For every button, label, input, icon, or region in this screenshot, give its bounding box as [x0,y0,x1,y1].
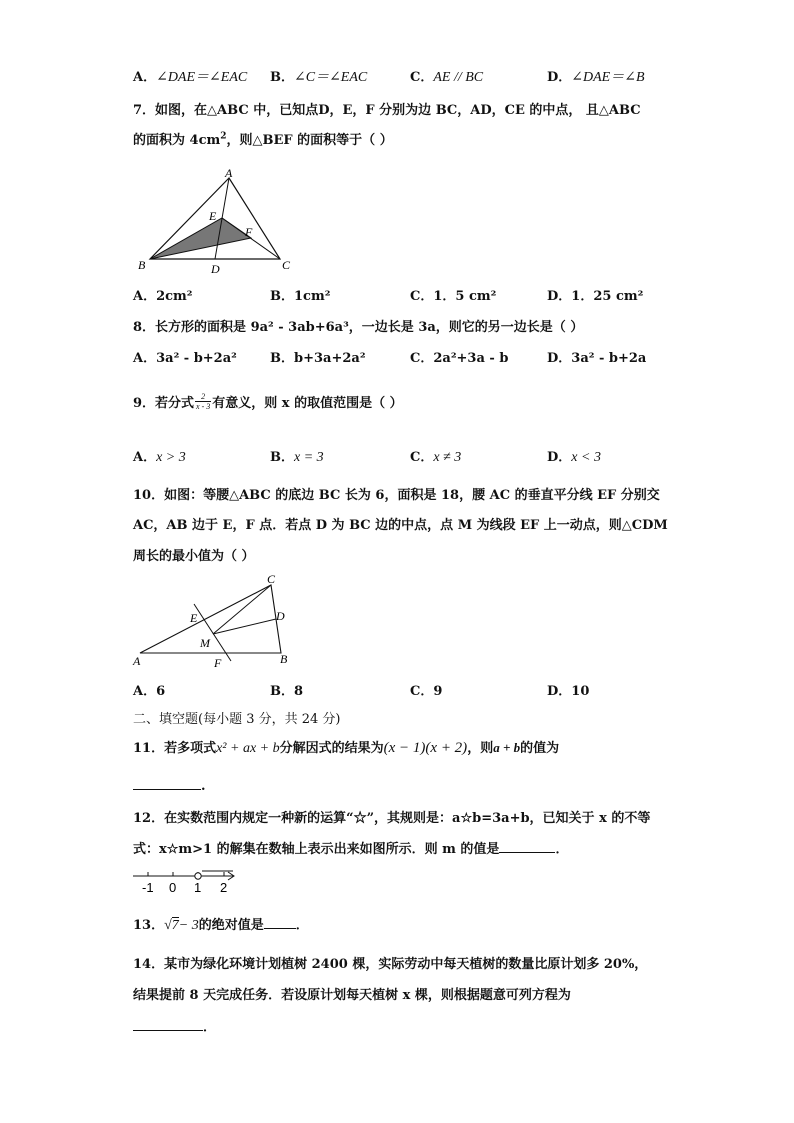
option-letter: D． [547,289,572,304]
q7-option-a[interactable] [133,285,193,304]
option-text: 3a² - b+2a [571,351,647,366]
q7-option-d[interactable] [547,285,643,304]
q14-stem-line2: 结果提前 8 天完成任务．若设原计划每天植树 x 棵，则根据题意可列方程为 [133,988,571,1003]
q12-number-line [130,868,240,898]
label-e: E [190,611,198,625]
fraction-denominator: x - 3 [196,402,211,411]
label-d: D [276,609,285,623]
q10-option-d[interactable] [547,680,589,699]
label-b: B [280,652,288,666]
option-text: ∠DAE＝∠B [571,70,645,85]
q6-option-d[interactable] [547,66,645,86]
option-letter: D． [547,684,572,699]
label-e: E [209,209,217,223]
q9-prefix: 9．若分式 [133,396,195,411]
q13-stem [133,914,309,934]
label-a: A [225,166,233,180]
q12-end: ． [555,842,569,857]
q10-stem-line2: AC，AB 边于 E，F 点．若点 D 为 BC 边的中点，点 M 为线段 EF 上一动点，则△CDM [133,518,668,533]
tick-label: 2 [220,880,228,895]
option-text: x = 3 [294,450,324,465]
tick-label: 0 [169,880,177,895]
option-letter: D． [547,450,572,465]
option-text: AE // BC [433,70,484,85]
q10-triangle-figure [128,570,298,670]
option-letter: B． [270,351,294,366]
q8-option-b[interactable] [270,347,366,366]
option-text: 1．25 cm² [571,289,644,304]
q13-prefix: 13． [133,918,165,933]
q11-answer-blank[interactable] [133,775,201,790]
label-b: B [138,258,146,272]
triangle-abc [140,585,281,653]
label-c: C [282,258,291,272]
q10-option-b[interactable] [270,680,303,699]
section-title: 二、填空题(每小题 3 分，共 24 分) [133,712,341,727]
q6-option-a[interactable] [133,66,247,86]
q8-option-c[interactable] [410,347,508,366]
q11-suffix: 的值为 [520,741,560,756]
q10-option-c[interactable] [410,680,442,699]
option-letter: A． [133,70,157,85]
q7-stem-part: 的面积为 4cm [133,133,221,148]
option-letter: B． [270,450,294,465]
q7-superscript: 2 [220,131,227,142]
option-text: x ≠ 3 [433,450,462,465]
q14-answer-line [133,1016,216,1035]
q13-end: ． [295,918,309,933]
option-letter: B． [270,289,294,304]
option-letter: B． [270,70,294,85]
q11-prefix: 11．若多项式 [133,741,217,756]
q11-end: . [201,779,206,794]
q7-stem-line2 [133,129,393,148]
label-c: C [267,572,276,586]
option-letter: C． [410,684,434,699]
sqrt-icon: √ [164,918,172,933]
q6-option-b[interactable] [270,66,367,86]
q12-stem-line2 [133,838,568,857]
option-letter: B． [270,684,294,699]
option-letter: A． [133,289,157,304]
q10-stem-line1: 10．如图：等腰△ABC 的底边 BC 长为 6，面积是 18，腰 AC 的垂直平分线 EF 分别交 [133,488,660,503]
option-text: x < 3 [571,450,601,465]
q9-option-a[interactable] [133,446,186,466]
label-m: M [200,636,210,650]
q12-line2-text: 式：x☆m>1 的解集在数轴上表示出来如图所示．则 m 的值是 [133,842,500,857]
q9-suffix: 有意义，则 x 的取值范围是（ ） [212,396,403,411]
option-letter: A． [133,684,157,699]
q7-option-b[interactable] [270,285,330,304]
option-text: 1．5 cm² [433,289,497,304]
sqrt-rest: − 3 [178,918,199,933]
q9-stem [133,392,403,411]
q8-option-a[interactable] [133,347,237,366]
option-text: 1cm² [294,289,331,304]
fraction-numerator: 2 [201,392,206,401]
q11-polynomial: x² + ax + b [216,741,280,756]
option-letter: C． [410,70,434,85]
option-text: 3a² - b+2a² [156,351,237,366]
option-text: 6 [156,684,166,699]
q10-stem-line3: 周长的最小值为（ ） [133,549,255,564]
label-a: A [133,654,141,668]
option-text: ∠C＝∠EAC [294,70,368,85]
label-f: F [245,225,253,239]
q11-mid: 分解因式的结果为 [279,741,384,756]
q14-answer-blank[interactable] [133,1016,203,1031]
q9-fraction [195,392,211,411]
q8-stem: 8．长方形的面积是 9a² - 3ab+6a³，一边长是 3a，则它的另一边长是（ ） [133,320,584,335]
q11-factored: (x − 1)(x + 2) [383,740,468,756]
q10-option-a[interactable] [133,680,165,699]
q12-answer-blank[interactable] [499,838,555,853]
label-f: F [214,656,222,670]
q11-answer-line [133,775,206,794]
option-text: 10 [571,684,590,699]
q9-option-d[interactable] [547,446,601,466]
q7-stem-part: ，则△BEF 的面积等于（ ） [226,133,393,148]
q7-triangle-figure [130,165,300,277]
option-letter: A． [133,450,157,465]
q7-stem-line1: 7．如图，在△ABC 中，已知点D，E，F 分别为边 BC，AD，CE 的中点， 且△ABC [133,103,641,118]
q11-stem [133,737,559,757]
option-letter: C． [410,351,434,366]
option-letter: A． [133,351,157,366]
q9-option-b[interactable] [270,446,324,466]
q14-end: ． [203,1020,217,1035]
q11-expr: a + b [493,740,521,755]
q14-stem-line1: 14．某市为绿化环境计划植树 2400 棵，实际劳动中每天植树的数量比原计划多 20%， [133,957,648,972]
q9-option-c[interactable] [410,446,461,466]
q7-option-c[interactable] [410,285,496,304]
shaded-triangle-bef [150,218,251,259]
q13-suffix: 的绝对值是 [198,918,264,933]
q6-option-c[interactable] [410,66,483,86]
option-text: x > 3 [156,450,186,465]
option-text: 2cm² [156,289,193,304]
option-text: 8 [294,684,304,699]
q8-option-d[interactable] [547,347,646,366]
option-letter: D． [547,351,572,366]
open-circle-icon [195,873,201,879]
option-letter: C． [410,289,434,304]
tick-label: -1 [142,880,154,895]
label-d: D [211,262,220,276]
tick-label: 1 [194,880,202,895]
q12-stem-line1: 12．在实数范围内规定一种新的运算“☆”，其规则是：a☆b=3a+b，已知关于 x 的不等 [133,811,651,826]
option-letter: D． [547,70,572,85]
option-text: 2a²+3a - b [433,351,509,366]
option-text: ∠DAE＝∠EAC [156,70,248,85]
option-text: 9 [433,684,443,699]
option-letter: C． [410,450,434,465]
sqrt-expression [164,917,199,933]
q11-comma: ，则 [467,741,494,756]
sqrt-radicand: 7 [171,918,179,933]
q13-answer-blank[interactable] [264,914,296,929]
option-text: b+3a+2a² [294,351,366,366]
